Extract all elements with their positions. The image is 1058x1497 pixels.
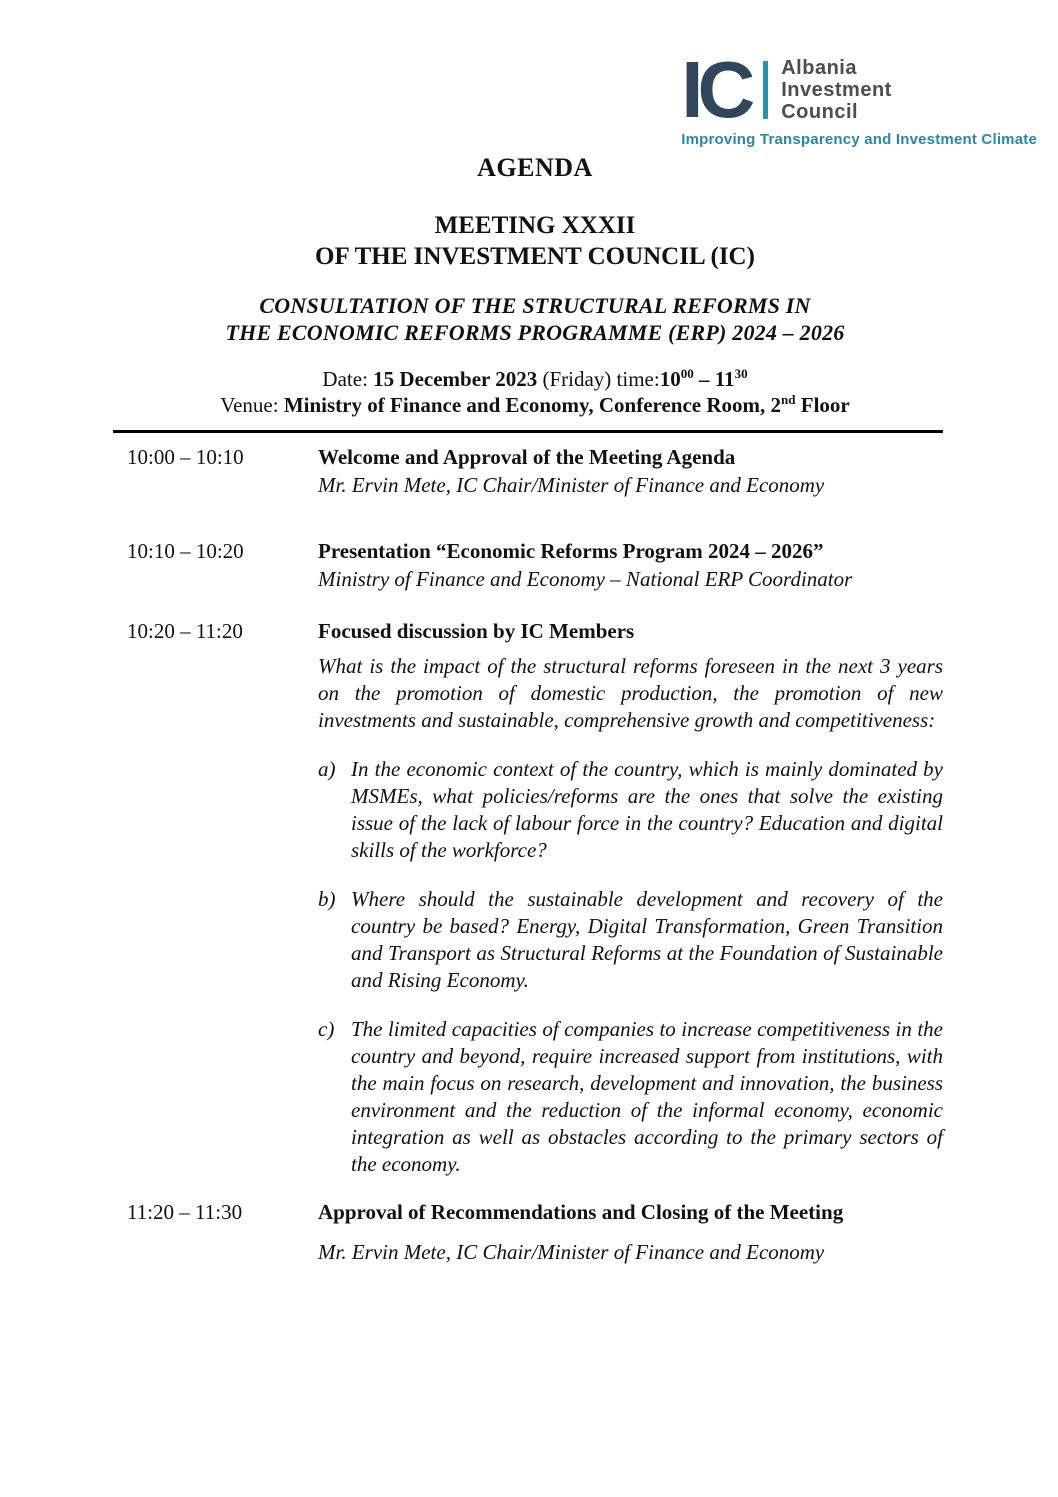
subject-line1: CONSULTATION OF THE STRUCTURAL REFORMS IN bbox=[259, 293, 811, 318]
agenda-item-time: 10:20 – 11:20 bbox=[127, 619, 243, 643]
ic-logo-mark: IC bbox=[681, 45, 750, 134]
agenda-item-body bbox=[318, 443, 943, 499]
point-text: Where should the sustainable development and recovery of the country be based? Energy, Digital Transformation, Green Transition and Transport as Structural Reforms at the Foundation of Sustainable and Rising Economy. bbox=[351, 887, 943, 992]
agenda-item-time: 10:10 – 10:20 bbox=[127, 539, 244, 563]
venue-main: Ministry of Finance and Economy, Conference Room, 2 bbox=[283, 393, 782, 417]
logo-divider-bar bbox=[763, 61, 768, 119]
logo-org-line3: Council bbox=[781, 101, 859, 123]
agenda-item-title: Approval of Recommendations and Closing of the Meeting bbox=[318, 1200, 844, 1224]
agenda-item-title: Welcome and Approval of the Meeting Agenda bbox=[318, 445, 736, 469]
point-label: b) bbox=[318, 887, 336, 911]
venue-floor-sup: nd bbox=[781, 392, 796, 407]
discussion-point-a bbox=[318, 756, 943, 864]
date-value: 15 December 2023 bbox=[373, 367, 538, 391]
agenda-item-title: Focused discussion by IC Members bbox=[318, 619, 635, 643]
agenda-item-body bbox=[318, 617, 943, 645]
subject-line2: THE ECONOMIC REFORMS PROGRAMME (ERP) 2024 – 2026 bbox=[225, 320, 845, 345]
logo-org-name bbox=[781, 57, 892, 123]
time-dash: – bbox=[693, 367, 715, 391]
agenda-item-time: 11:20 – 11:30 bbox=[127, 1200, 243, 1224]
agenda-item-body bbox=[318, 1198, 943, 1266]
logo-org-line2: Investment bbox=[781, 79, 892, 101]
agenda-item-speaker: Mr. Ervin Mete, IC Chair/Minister of Finance and Economy bbox=[318, 473, 825, 497]
logo-tagline: Improving Transparency and Investment Climate bbox=[681, 131, 1037, 148]
time-start-sup: 00 bbox=[680, 366, 694, 381]
time-range bbox=[660, 367, 748, 391]
agenda-item-body bbox=[318, 537, 943, 593]
discussion-intro-paragraph: What is the impact of the structural reforms foreseen in the next 3 years on the promotion of domestic production, the promotion of new investments and sustainable, comprehensive growth and competitiveness: bbox=[318, 654, 943, 732]
discussion-point-c bbox=[318, 1016, 943, 1178]
date-middle: (Friday) time: bbox=[537, 367, 660, 391]
horizontal-rule bbox=[113, 430, 943, 433]
logo-lockup bbox=[681, 45, 1037, 134]
date-line bbox=[127, 366, 943, 392]
venue-line bbox=[127, 392, 943, 418]
logo-org-line1: Albania bbox=[781, 57, 857, 79]
point-text: The limited capacities of companies to increase competitiveness in the country and beyond, require increased support from institutions, with the main focus on research, development and innovation, the business environment and the reduction of the informal economy, economic integration as well as obstacles according to the primary sectors of the economy. bbox=[351, 1017, 943, 1176]
date-label: Date: bbox=[322, 367, 374, 391]
agenda-item-1 bbox=[127, 443, 943, 499]
venue-value bbox=[284, 393, 850, 417]
time-start: 10 bbox=[659, 367, 681, 391]
point-text: In the economic context of the country, which is mainly dominated by MSMEs, what policies/reforms are the ones that solve the existing issue of the lack of labour force in the country? Education and digital skills of the workforce? bbox=[351, 757, 943, 862]
document-title: AGENDA bbox=[477, 153, 593, 182]
meeting-subject bbox=[127, 292, 943, 346]
agenda-item-time: 10:00 – 10:10 bbox=[127, 445, 244, 469]
venue-tail: Floor bbox=[795, 393, 850, 417]
point-label: c) bbox=[318, 1017, 335, 1041]
point-label: a) bbox=[318, 757, 336, 781]
agenda-item-4 bbox=[127, 1198, 943, 1266]
meeting-title bbox=[127, 210, 943, 272]
discussion-point-b bbox=[318, 886, 943, 994]
time-end: 11 bbox=[714, 367, 735, 391]
venue-label: Venue: bbox=[220, 393, 284, 417]
meeting-title-line1: MEETING XXXII bbox=[434, 212, 636, 239]
agenda-item-speaker: Ministry of Finance and Economy – National ERP Coordinator bbox=[318, 567, 853, 591]
organization-logo bbox=[681, 45, 1037, 148]
agenda-item-3 bbox=[127, 617, 943, 645]
agenda-item-2 bbox=[127, 537, 943, 593]
meeting-title-line2: OF THE INVESTMENT COUNCIL (IC) bbox=[315, 243, 755, 270]
agenda-item-speaker: Mr. Ervin Mete, IC Chair/Minister of Finance and Economy bbox=[318, 1240, 825, 1264]
date-venue-block bbox=[127, 366, 943, 418]
agenda-item-title: Presentation “Economic Reforms Program 2024 – 2026” bbox=[318, 539, 824, 563]
time-end-sup: 30 bbox=[734, 366, 748, 381]
